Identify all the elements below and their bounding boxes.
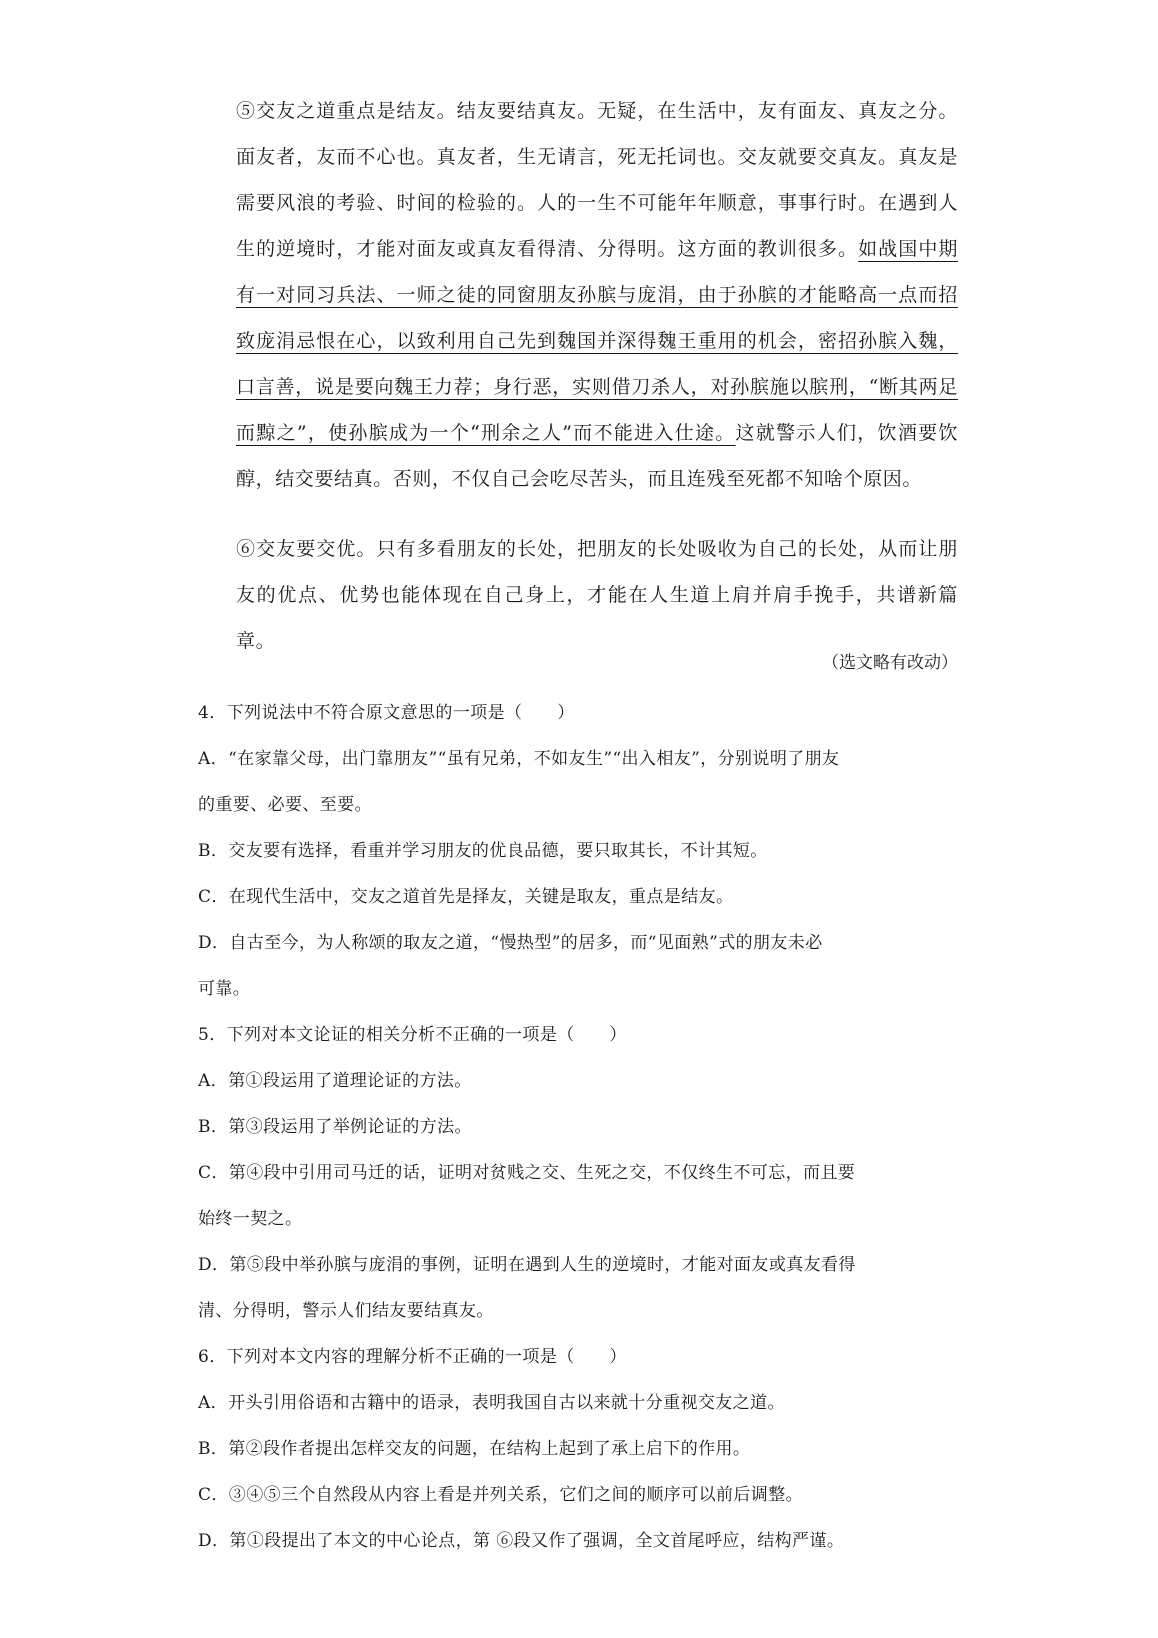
- paragraph-5-text: ⑤交友之道重点是结友。结友要结真友。无疑，在生活中，友有面友、真友之分。面友者，友而不心也。真友者，生无请言，死无托词也。交友就要交真友。真友是需要风浪的考验、时间的检验的。人的一生不可能年年顺意，事事行时。在遇到人生的逆境时，才能对面友或真友看得清、分得明。这方面的教训很多。: [236, 100, 958, 260]
- question-6-option-a: A．开头引用俗语和古籍中的语录，表明我国自古以来就十分重视交友之道。: [198, 1393, 785, 1413]
- question-6-stem: 6．下列对本文内容的理解分析不正确的一项是（ ）: [198, 1347, 627, 1367]
- question-4-option-a-line-2: 的重要、必要、至要。: [198, 795, 372, 815]
- paragraph-6-text: ⑥交友要交优。只有多看朋友的长处，把朋友的长处吸收为自己的长处，从而让朋友的优点、优势也能体现在自己身上，才能在人生道上肩并肩手挽手，共谱新篇章。: [236, 538, 958, 652]
- question-5-option-d-line-1: D．第⑤段中举孙膑与庞涓的事例，证明在遇到人生的逆境时，才能对面友或真友看得: [198, 1255, 856, 1275]
- question-4-option-a-line-1: A．“在家靠父母，出门靠朋友”“虽有兄弟，不如友生”“出入相友”，分别说明了朋友: [198, 749, 840, 769]
- question-4-option-b: B．交友要有选择，看重并学习朋友的优良品德，要只取其长，不计其短。: [198, 841, 768, 861]
- question-5-stem: 5．下列对本文论证的相关分析不正确的一项是（ ）: [198, 1025, 627, 1045]
- paragraph-5-conclusion: 这就警示人们，饮酒要饮醇，结交要结真。否则，不仅自己会吃尽苦头，而且连残至死都不知啥个原因。: [236, 422, 958, 490]
- question-6-option-c: C．③④⑤三个自然段从内容上看是并列关系，它们之间的顺序可以前后调整。: [198, 1485, 804, 1505]
- question-5-option-c-line-2: 始终一契之。: [198, 1209, 303, 1229]
- question-6-option-b: B．第②段作者提出怎样交友的问题，在结构上起到了承上启下的作用。: [198, 1439, 751, 1459]
- question-5-option-c-line-1: C．第④段中引用司马迁的话，证明对贫贱之交、生死之交，不仅终生不可忘，而且要: [198, 1163, 856, 1183]
- source-note: （选文略有改动）: [822, 653, 958, 673]
- question-4-stem: 4．下列说法中不符合原文意思的一项是（ ）: [198, 703, 575, 723]
- question-6-option-d: D．第①段提出了本文的中心论点，第 ⑥段又作了强调，全文首尾呼应，结构严谨。: [198, 1531, 845, 1551]
- paragraph-5: [198, 88, 958, 502]
- paragraph-6: [198, 526, 958, 664]
- question-4-option-d-line-1: D．自古至今，为人称颂的取友之道，“慢热型”的居多，而“见面熟”式的朋友未必: [198, 933, 823, 953]
- question-5-option-d-line-2: 清、分得明，警示人们结友要结真友。: [198, 1301, 494, 1321]
- paragraph-5-underlined-example: 如战国中期有一对同习兵法、一师之徒的同窗朋友孙膑与庞涓，由于孙膑的才能略高一点而招致庞涓忌恨在心，以致利用自己先到魏国并深得魏王重用的机会，密招孙膑入魏，口言善，说是要向魏王力荐；身行恶，实则借刀杀人，对孙膑施以膑刑，“断其两足而黥之”，使孙膑成为一个“刑余之人”而不能进入仕途。: [236, 238, 958, 444]
- question-5-option-a: A．第①段运用了道理论证的方法。: [198, 1071, 472, 1091]
- question-4-option-c: C．在现代生活中，交友之道首先是择友，关键是取友，重点是结友。: [198, 887, 734, 907]
- question-4-option-d-line-2: 可靠。: [198, 979, 251, 999]
- question-5-option-b: B．第③段运用了举例论证的方法。: [198, 1117, 472, 1137]
- question-list: [198, 690, 968, 1564]
